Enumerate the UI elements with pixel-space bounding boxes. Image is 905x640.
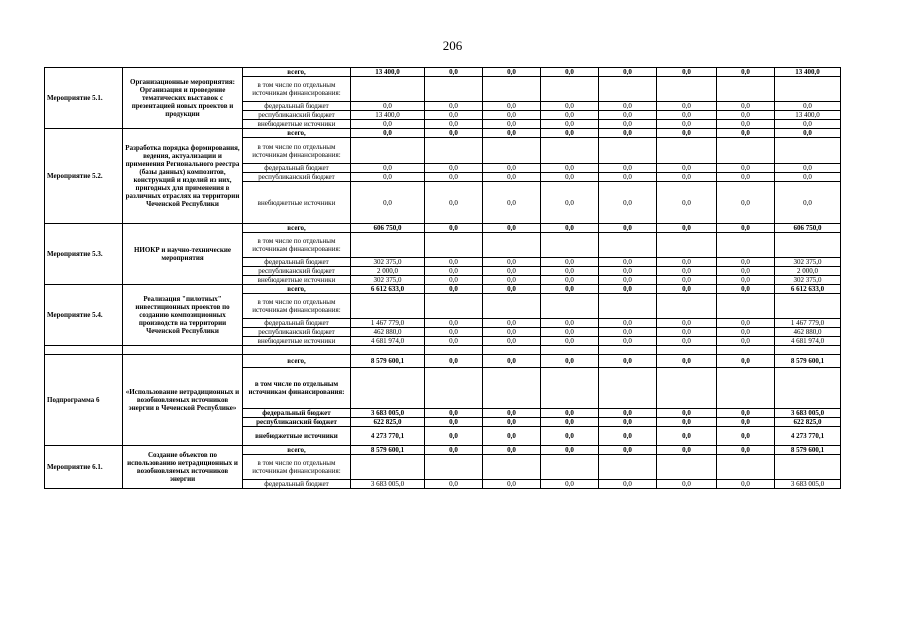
funding-source-label: в том числе по отдельным источникам финансирования: bbox=[243, 368, 351, 409]
funding-source-label: республиканский бюджет bbox=[243, 328, 351, 337]
amount-cell: 0,0 bbox=[599, 285, 657, 294]
amount-cell: 0,0 bbox=[657, 285, 717, 294]
amount-cell: 0,0 bbox=[541, 276, 599, 285]
amount-cell bbox=[483, 138, 541, 164]
funding-source-label: федеральный бюджет bbox=[243, 409, 351, 418]
amount-cell: 0,0 bbox=[483, 111, 541, 120]
amount-cell: 0,0 bbox=[483, 129, 541, 138]
table-row bbox=[45, 446, 841, 455]
amount-cell: 0,0 bbox=[351, 120, 425, 129]
amount-cell bbox=[541, 455, 599, 480]
table-row bbox=[45, 355, 841, 368]
table-row bbox=[45, 285, 841, 294]
funding-source-label: республиканский бюджет bbox=[243, 418, 351, 427]
amount-cell: 0,0 bbox=[717, 111, 775, 120]
amount-cell bbox=[599, 294, 657, 319]
amount-cell bbox=[657, 294, 717, 319]
amount-cell: 8 579 600,1 bbox=[775, 355, 841, 368]
amount-cell: 0,0 bbox=[483, 120, 541, 129]
amount-cell: 0,0 bbox=[717, 120, 775, 129]
amount-cell: 0,0 bbox=[657, 182, 717, 224]
amount-cell: 0,0 bbox=[483, 267, 541, 276]
amount-cell: 0,0 bbox=[425, 164, 483, 173]
amount-cell: 0,0 bbox=[657, 409, 717, 418]
funding-source-label: всего, bbox=[243, 285, 351, 294]
amount-cell: 0,0 bbox=[483, 427, 541, 446]
amount-cell: 302 375,0 bbox=[351, 276, 425, 285]
amount-cell: 0,0 bbox=[541, 427, 599, 446]
amount-cell: 0,0 bbox=[599, 355, 657, 368]
amount-cell bbox=[483, 233, 541, 258]
amount-cell: 0,0 bbox=[599, 224, 657, 233]
amount-cell: 0,0 bbox=[425, 427, 483, 446]
amount-cell: 0,0 bbox=[717, 224, 775, 233]
funding-source-label: внебюджетные источники bbox=[243, 182, 351, 224]
amount-cell: 0,0 bbox=[775, 102, 841, 111]
amount-cell: 0,0 bbox=[717, 182, 775, 224]
amount-cell: 0,0 bbox=[717, 427, 775, 446]
amount-cell: 0,0 bbox=[599, 182, 657, 224]
amount-cell bbox=[541, 77, 599, 102]
funding-source-label: республиканский бюджет bbox=[243, 111, 351, 120]
amount-cell: 2 000,0 bbox=[775, 267, 841, 276]
amount-cell: 0,0 bbox=[483, 164, 541, 173]
funding-source-label: всего, bbox=[243, 129, 351, 138]
amount-cell bbox=[483, 368, 541, 409]
amount-cell: 302 375,0 bbox=[351, 258, 425, 267]
table-body bbox=[45, 68, 841, 489]
amount-cell: 0,0 bbox=[775, 129, 841, 138]
amount-cell bbox=[657, 368, 717, 409]
amount-cell bbox=[425, 455, 483, 480]
amount-cell: 0,0 bbox=[541, 129, 599, 138]
amount-cell: 0,0 bbox=[717, 355, 775, 368]
amount-cell bbox=[717, 368, 775, 409]
funding-source-label: всего, bbox=[243, 446, 351, 455]
amount-cell: 0,0 bbox=[541, 102, 599, 111]
spacer-row bbox=[45, 346, 841, 355]
amount-cell: 0,0 bbox=[541, 182, 599, 224]
amount-cell: 0,0 bbox=[657, 111, 717, 120]
amount-cell: 2 000,0 bbox=[351, 267, 425, 276]
amount-cell: 0,0 bbox=[717, 480, 775, 489]
amount-cell: 0,0 bbox=[657, 319, 717, 328]
amount-cell: 0,0 bbox=[541, 480, 599, 489]
measure-title: Мероприятие 5.2. bbox=[45, 129, 123, 224]
amount-cell: 1 467 779,0 bbox=[351, 319, 425, 328]
amount-cell: 0,0 bbox=[657, 355, 717, 368]
amount-cell: 0,0 bbox=[483, 418, 541, 427]
funding-source-label: федеральный бюджет bbox=[243, 319, 351, 328]
funding-source-label: федеральный бюджет bbox=[243, 258, 351, 267]
amount-cell: 13 400,0 bbox=[775, 111, 841, 120]
amount-cell: 3 683 005,0 bbox=[775, 409, 841, 418]
amount-cell bbox=[483, 294, 541, 319]
amount-cell: 462 880,0 bbox=[351, 328, 425, 337]
amount-cell bbox=[541, 233, 599, 258]
amount-cell: 0,0 bbox=[483, 328, 541, 337]
amount-cell: 0,0 bbox=[599, 276, 657, 285]
amount-cell: 13 400,0 bbox=[351, 111, 425, 120]
measure-description: Организационные мероприятия: Организация и проведение тематических выставок с презентацией новых проектов и продукции bbox=[123, 68, 243, 129]
table-row bbox=[45, 129, 841, 138]
amount-cell bbox=[657, 138, 717, 164]
amount-cell: 0,0 bbox=[541, 173, 599, 182]
amount-cell: 0,0 bbox=[425, 276, 483, 285]
amount-cell bbox=[775, 294, 841, 319]
amount-cell bbox=[599, 138, 657, 164]
amount-cell: 4 681 974,0 bbox=[351, 337, 425, 346]
amount-cell: 0,0 bbox=[717, 68, 775, 77]
amount-cell: 0,0 bbox=[717, 337, 775, 346]
amount-cell: 0,0 bbox=[599, 267, 657, 276]
amount-cell: 4 681 974,0 bbox=[775, 337, 841, 346]
amount-cell bbox=[351, 368, 425, 409]
amount-cell: 0,0 bbox=[599, 164, 657, 173]
funding-source-label: в том числе по отдельным источникам финансирования: bbox=[243, 455, 351, 480]
amount-cell bbox=[717, 455, 775, 480]
amount-cell bbox=[657, 233, 717, 258]
amount-cell: 0,0 bbox=[425, 446, 483, 455]
funding-source-label: в том числе по отдельным источникам финансирования: bbox=[243, 77, 351, 102]
amount-cell: 0,0 bbox=[717, 276, 775, 285]
amount-cell: 0,0 bbox=[775, 120, 841, 129]
amount-cell: 0,0 bbox=[483, 68, 541, 77]
amount-cell: 3 683 005,0 bbox=[775, 480, 841, 489]
amount-cell: 6 612 633,0 bbox=[775, 285, 841, 294]
amount-cell: 0,0 bbox=[657, 120, 717, 129]
amount-cell: 0,0 bbox=[483, 355, 541, 368]
amount-cell: 606 750,0 bbox=[351, 224, 425, 233]
amount-cell: 0,0 bbox=[717, 173, 775, 182]
amount-cell: 0,0 bbox=[541, 258, 599, 267]
amount-cell: 0,0 bbox=[425, 102, 483, 111]
amount-cell: 0,0 bbox=[425, 120, 483, 129]
amount-cell bbox=[351, 233, 425, 258]
amount-cell bbox=[425, 77, 483, 102]
amount-cell: 0,0 bbox=[717, 258, 775, 267]
amount-cell: 0,0 bbox=[657, 328, 717, 337]
amount-cell: 0,0 bbox=[717, 129, 775, 138]
amount-cell: 0,0 bbox=[599, 446, 657, 455]
amount-cell: 0,0 bbox=[599, 173, 657, 182]
amount-cell bbox=[541, 368, 599, 409]
amount-cell: 0,0 bbox=[541, 285, 599, 294]
amount-cell: 3 683 005,0 bbox=[351, 409, 425, 418]
amount-cell bbox=[483, 455, 541, 480]
amount-cell: 6 612 633,0 bbox=[351, 285, 425, 294]
amount-cell: 0,0 bbox=[351, 164, 425, 173]
amount-cell: 0,0 bbox=[425, 182, 483, 224]
amount-cell: 0,0 bbox=[541, 409, 599, 418]
amount-cell: 0,0 bbox=[717, 328, 775, 337]
amount-cell: 0,0 bbox=[657, 480, 717, 489]
amount-cell: 0,0 bbox=[599, 418, 657, 427]
amount-cell: 0,0 bbox=[483, 285, 541, 294]
amount-cell: 0,0 bbox=[599, 120, 657, 129]
amount-cell: 0,0 bbox=[425, 480, 483, 489]
amount-cell: 3 683 005,0 bbox=[351, 480, 425, 489]
amount-cell: 0,0 bbox=[717, 102, 775, 111]
amount-cell: 0,0 bbox=[541, 267, 599, 276]
amount-cell: 0,0 bbox=[425, 337, 483, 346]
measure-description: Реализация "пилотных" инвестиционных проектов по созданию композиционных производств на территории Чеченской Республики bbox=[123, 285, 243, 346]
amount-cell bbox=[541, 138, 599, 164]
amount-cell: 0,0 bbox=[717, 164, 775, 173]
measure-description: НИОКР и научно-технические мероприятия bbox=[123, 224, 243, 285]
funding-source-label: внебюджетные источники bbox=[243, 427, 351, 446]
amount-cell: 0,0 bbox=[657, 224, 717, 233]
amount-cell: 0,0 bbox=[483, 446, 541, 455]
funding-source-label: федеральный бюджет bbox=[243, 102, 351, 111]
amount-cell: 0,0 bbox=[657, 427, 717, 446]
measure-title: Подпрограмма 6 bbox=[45, 355, 123, 446]
amount-cell: 0,0 bbox=[599, 68, 657, 77]
amount-cell: 0,0 bbox=[717, 409, 775, 418]
measure-title: Мероприятие 5.1. bbox=[45, 68, 123, 129]
amount-cell bbox=[717, 233, 775, 258]
amount-cell: 0,0 bbox=[541, 446, 599, 455]
amount-cell: 0,0 bbox=[657, 102, 717, 111]
amount-cell: 0,0 bbox=[351, 173, 425, 182]
measure-title: Мероприятие 5.3. bbox=[45, 224, 123, 285]
amount-cell bbox=[425, 233, 483, 258]
amount-cell: 0,0 bbox=[425, 68, 483, 77]
amount-cell bbox=[599, 455, 657, 480]
measure-title: Мероприятие 5.4. bbox=[45, 285, 123, 346]
amount-cell: 0,0 bbox=[425, 173, 483, 182]
amount-cell bbox=[351, 455, 425, 480]
amount-cell: 0,0 bbox=[541, 224, 599, 233]
funding-source-label: всего, bbox=[243, 224, 351, 233]
amount-cell: 0,0 bbox=[541, 164, 599, 173]
amount-cell: 0,0 bbox=[541, 68, 599, 77]
amount-cell: 0,0 bbox=[425, 418, 483, 427]
amount-cell: 0,0 bbox=[717, 267, 775, 276]
amount-cell: 0,0 bbox=[425, 328, 483, 337]
amount-cell: 302 375,0 bbox=[775, 276, 841, 285]
amount-cell: 0,0 bbox=[541, 328, 599, 337]
amount-cell: 0,0 bbox=[717, 319, 775, 328]
amount-cell: 0,0 bbox=[657, 276, 717, 285]
amount-cell bbox=[351, 138, 425, 164]
amount-cell: 8 579 600,1 bbox=[351, 355, 425, 368]
measure-title: Мероприятие 6.1. bbox=[45, 446, 123, 489]
amount-cell: 0,0 bbox=[483, 480, 541, 489]
amount-cell bbox=[599, 77, 657, 102]
amount-cell: 0,0 bbox=[541, 319, 599, 328]
amount-cell: 0,0 bbox=[717, 418, 775, 427]
amount-cell: 0,0 bbox=[657, 267, 717, 276]
funding-source-label: всего, bbox=[243, 68, 351, 77]
amount-cell: 13 400,0 bbox=[775, 68, 841, 77]
page-number: 206 bbox=[442, 38, 463, 53]
funding-source-label: федеральный бюджет bbox=[243, 164, 351, 173]
amount-cell: 0,0 bbox=[599, 102, 657, 111]
amount-cell: 0,0 bbox=[425, 224, 483, 233]
measure-description: Разработка порядка формирования, ведения, актуализации и применения Регионального реестра (базы данных) композитов, конструкций и изделий из них, пригодных для применения в различных отраслях на территории Чеченской Республики bbox=[123, 129, 243, 224]
amount-cell: 622 825,0 bbox=[775, 418, 841, 427]
amount-cell: 302 375,0 bbox=[775, 258, 841, 267]
amount-cell: 0,0 bbox=[717, 285, 775, 294]
amount-cell bbox=[425, 294, 483, 319]
amount-cell: 0,0 bbox=[425, 285, 483, 294]
amount-cell: 0,0 bbox=[599, 427, 657, 446]
amount-cell: 0,0 bbox=[425, 409, 483, 418]
amount-cell: 1 467 779,0 bbox=[775, 319, 841, 328]
amount-cell: 0,0 bbox=[541, 337, 599, 346]
funding-source-label: всего, bbox=[243, 355, 351, 368]
amount-cell: 0,0 bbox=[541, 111, 599, 120]
amount-cell: 0,0 bbox=[657, 418, 717, 427]
amount-cell bbox=[717, 294, 775, 319]
amount-cell: 0,0 bbox=[425, 129, 483, 138]
funding-source-label: внебюджетные источники bbox=[243, 120, 351, 129]
funding-source-label: федеральный бюджет bbox=[243, 480, 351, 489]
amount-cell bbox=[775, 368, 841, 409]
amount-cell: 0,0 bbox=[483, 173, 541, 182]
amount-cell: 0,0 bbox=[425, 267, 483, 276]
table-row bbox=[45, 68, 841, 77]
amount-cell: 4 273 770,1 bbox=[775, 427, 841, 446]
funding-source-label: в том числе по отдельным источникам финансирования: bbox=[243, 138, 351, 164]
amount-cell: 0,0 bbox=[425, 258, 483, 267]
amount-cell bbox=[717, 77, 775, 102]
amount-cell bbox=[657, 455, 717, 480]
amount-cell: 0,0 bbox=[717, 446, 775, 455]
funding-source-label: республиканский бюджет bbox=[243, 173, 351, 182]
amount-cell: 462 880,0 bbox=[775, 328, 841, 337]
amount-cell: 0,0 bbox=[483, 319, 541, 328]
amount-cell: 0,0 bbox=[599, 337, 657, 346]
amount-cell: 606 750,0 bbox=[775, 224, 841, 233]
amount-cell bbox=[775, 233, 841, 258]
amount-cell bbox=[425, 138, 483, 164]
amount-cell bbox=[351, 294, 425, 319]
amount-cell bbox=[775, 77, 841, 102]
amount-cell: 0,0 bbox=[657, 258, 717, 267]
amount-cell: 0,0 bbox=[599, 409, 657, 418]
amount-cell: 0,0 bbox=[657, 164, 717, 173]
amount-cell bbox=[717, 138, 775, 164]
amount-cell: 0,0 bbox=[775, 164, 841, 173]
amount-cell: 622 825,0 bbox=[351, 418, 425, 427]
funding-source-label: в том числе по отдельным источникам финансирования: bbox=[243, 233, 351, 258]
amount-cell: 0,0 bbox=[425, 111, 483, 120]
amount-cell: 0,0 bbox=[599, 129, 657, 138]
amount-cell: 0,0 bbox=[775, 182, 841, 224]
amount-cell: 0,0 bbox=[425, 355, 483, 368]
amount-cell: 0,0 bbox=[425, 319, 483, 328]
amount-cell: 0,0 bbox=[483, 409, 541, 418]
amount-cell bbox=[775, 455, 841, 480]
budget-table bbox=[44, 67, 841, 489]
amount-cell: 0,0 bbox=[483, 276, 541, 285]
amount-cell: 4 273 770,1 bbox=[351, 427, 425, 446]
amount-cell bbox=[541, 294, 599, 319]
funding-source-label: в том числе по отдельным источникам финансирования: bbox=[243, 294, 351, 319]
amount-cell: 0,0 bbox=[541, 355, 599, 368]
funding-source-label: республиканский бюджет bbox=[243, 267, 351, 276]
amount-cell: 0,0 bbox=[599, 319, 657, 328]
amount-cell: 0,0 bbox=[483, 102, 541, 111]
amount-cell: 0,0 bbox=[351, 182, 425, 224]
amount-cell: 0,0 bbox=[541, 418, 599, 427]
amount-cell: 0,0 bbox=[483, 258, 541, 267]
amount-cell: 0,0 bbox=[775, 173, 841, 182]
table-row bbox=[45, 224, 841, 233]
amount-cell: 0,0 bbox=[657, 337, 717, 346]
amount-cell: 0,0 bbox=[599, 111, 657, 120]
amount-cell bbox=[599, 368, 657, 409]
amount-cell: 0,0 bbox=[657, 129, 717, 138]
amount-cell: 0,0 bbox=[599, 258, 657, 267]
amount-cell: 8 579 600,1 bbox=[775, 446, 841, 455]
amount-cell bbox=[425, 368, 483, 409]
amount-cell bbox=[657, 77, 717, 102]
measure-description: «Использование нетрадиционных и возобновляемых источников энергии в Чеченской Республике» bbox=[123, 355, 243, 446]
amount-cell: 0,0 bbox=[599, 328, 657, 337]
amount-cell: 0,0 bbox=[657, 173, 717, 182]
amount-cell: 0,0 bbox=[657, 446, 717, 455]
amount-cell bbox=[599, 233, 657, 258]
amount-cell: 0,0 bbox=[351, 102, 425, 111]
amount-cell: 0,0 bbox=[483, 337, 541, 346]
amount-cell: 0,0 bbox=[599, 480, 657, 489]
amount-cell bbox=[775, 138, 841, 164]
funding-source-label: внебюджетные источники bbox=[243, 276, 351, 285]
funding-source-label: внебюджетные источники bbox=[243, 337, 351, 346]
measure-description: Создание объектов по использованию нетрадиционных и возобновляемых источников энергии bbox=[123, 446, 243, 489]
amount-cell: 8 579 600,1 bbox=[351, 446, 425, 455]
amount-cell: 0,0 bbox=[657, 68, 717, 77]
amount-cell bbox=[483, 77, 541, 102]
amount-cell: 0,0 bbox=[351, 129, 425, 138]
amount-cell: 0,0 bbox=[483, 182, 541, 224]
amount-cell: 13 400,0 bbox=[351, 68, 425, 77]
amount-cell: 0,0 bbox=[483, 224, 541, 233]
amount-cell bbox=[351, 77, 425, 102]
amount-cell: 0,0 bbox=[541, 120, 599, 129]
